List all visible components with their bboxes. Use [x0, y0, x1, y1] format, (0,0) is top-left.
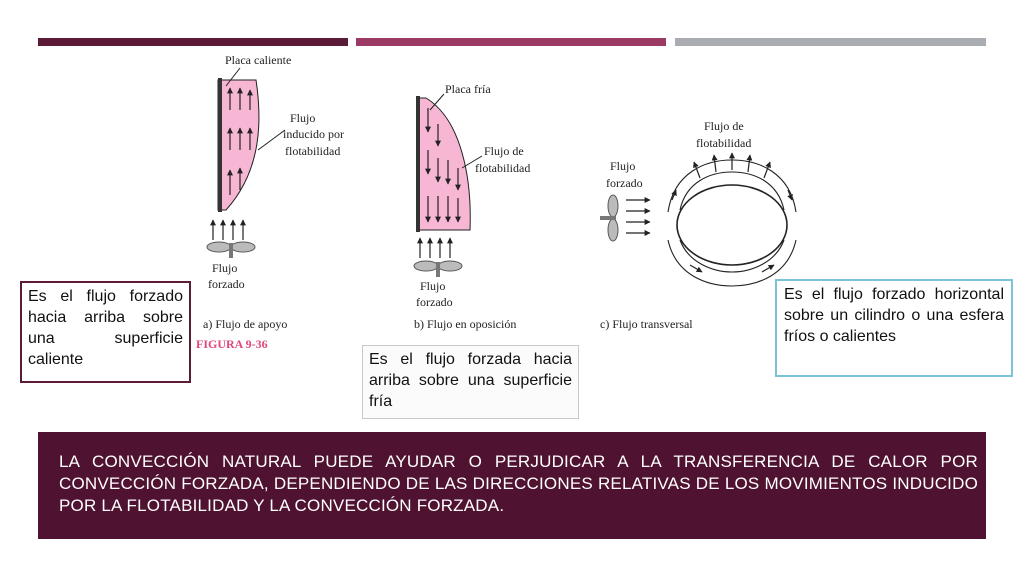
- caption-c: c) Flujo transversal: [600, 317, 693, 331]
- caption-b: b) Flujo en oposición: [414, 317, 517, 331]
- label-placa-fria: Placa fría: [445, 82, 491, 96]
- hot-plate: [218, 78, 222, 212]
- label-flujo-de: Flujo de: [484, 144, 524, 158]
- note-assisting-flow: Es el flujo forzado hacia arriba sobre una superficie caliente: [20, 281, 191, 383]
- forced-flow-arrows: [626, 200, 650, 233]
- label-flujo-forzado-2: forzado: [606, 176, 643, 190]
- summary-text: LA CONVECCIÓN NATURAL PUEDE AYUDAR O PERJUDICAR A LA TRANSFERENCIA DE CALOR POR CONVECCIÓN FORZADA, DEPENDIENDO DE LAS DIRECCIONES RELATIVAS DE LOS MOVIMIENTOS INDUCIDO POR LA FLOTABILIDAD Y LA CONVECCIÓN FORZADA.: [59, 452, 978, 515]
- leader-line: [258, 130, 285, 150]
- label-flujo-forzado-1: Flujo: [420, 279, 446, 293]
- forced-flow-arrows: [213, 220, 243, 240]
- panel-b: [414, 82, 530, 331]
- fan-icon: [600, 195, 618, 241]
- fan-icon: [207, 242, 255, 258]
- buoyancy-arrows: [694, 153, 770, 178]
- note-opposing-flow: Es el flujo forzada hacia arriba sobre una superficie fría: [362, 345, 579, 419]
- cylinder: [677, 185, 787, 265]
- label-placa-caliente: Placa caliente: [225, 53, 292, 67]
- cold-plate: [416, 96, 420, 232]
- label-flujo: Flujo: [290, 111, 316, 125]
- note-cross-flow: Es el flujo forzado horizontal sobre un cilindro o una esfera fríos o calientes: [775, 279, 1013, 377]
- caption-a: a) Flujo de apoyo: [203, 317, 288, 331]
- label-flujo-forzado-2: forzado: [416, 295, 453, 309]
- label-flotabilidad: flotabilidad: [696, 136, 752, 150]
- label-flujo-forzado-1: Flujo: [610, 159, 636, 173]
- label-inducido: inducido por: [283, 127, 344, 141]
- summary-banner: [38, 432, 986, 539]
- label-flujo-forzado-1: Flujo: [212, 261, 238, 275]
- fan-icon: [414, 261, 462, 277]
- label-flotabilidad: flotabilidad: [285, 144, 341, 158]
- forced-flow-arrows: [420, 238, 450, 258]
- boundary-layer-hot: [218, 80, 259, 210]
- panel-a: [196, 53, 344, 351]
- figure-number: FIGURA 9-36: [196, 337, 268, 351]
- panel-c: [600, 119, 796, 331]
- label-flotabilidad: flotabilidad: [475, 161, 531, 175]
- boundary-layer-cold: [418, 98, 470, 230]
- label-flujo-de: Flujo de: [704, 119, 744, 133]
- label-flujo-forzado-2: forzado: [208, 277, 245, 291]
